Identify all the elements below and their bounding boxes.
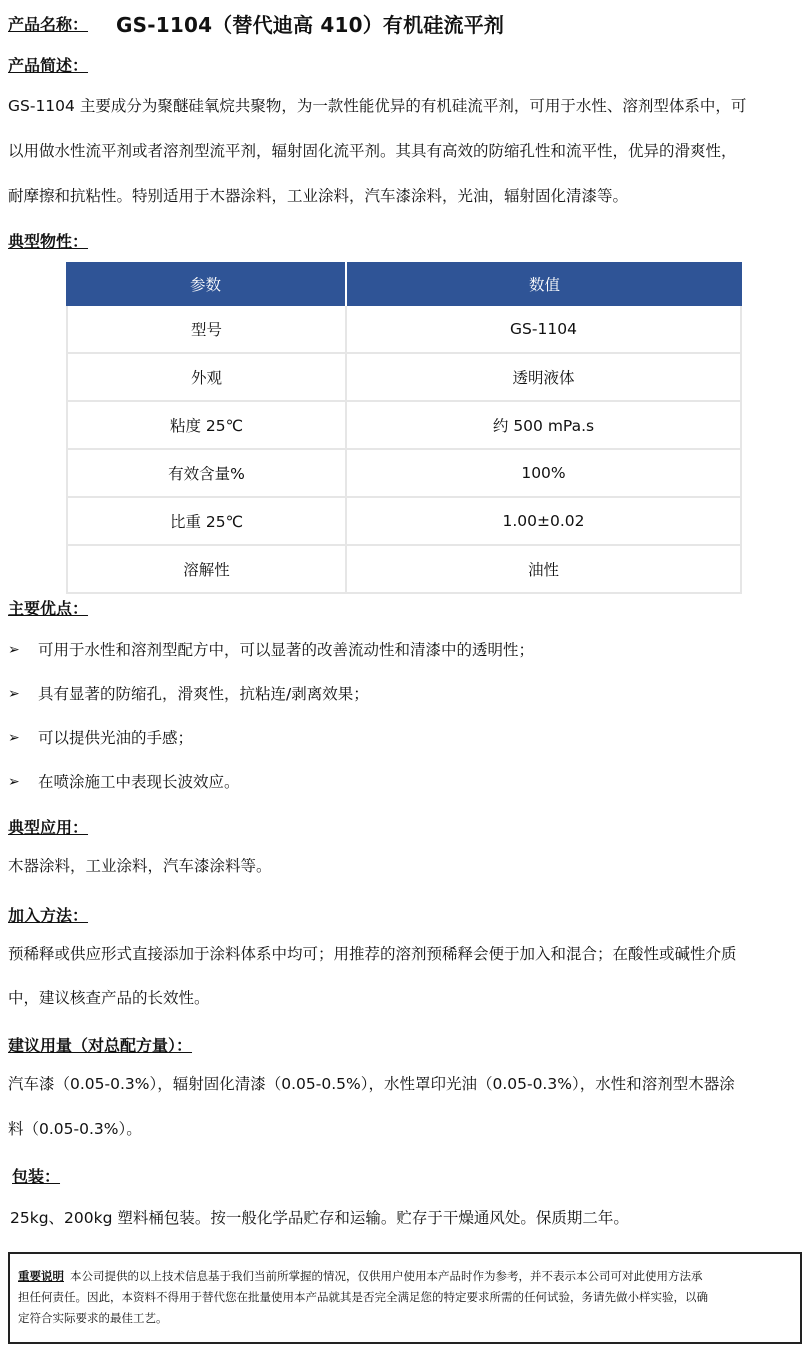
parameter-cell: 比重 25℃ xyxy=(66,498,347,546)
summary-line-2: 以用做水性流平剂或者溶剂型流平剂，辐射固化流平剂。其具有高效的防缩孔性和流平性，优异的滑爽性， xyxy=(8,142,737,160)
summary-line-1: GS-1104 主要成分为聚醚硅氧烷共聚物，为一款性能优异的有机硅流平剂，可用于水性、溶剂型体系中，可 xyxy=(8,97,747,115)
table-row xyxy=(66,498,742,546)
important-notice xyxy=(8,1252,802,1344)
product-name: GS-1104（替代迪高 410）有机硅流平剂 xyxy=(116,12,505,37)
packaging-text: 25kg、200kg 塑料桶包装。按一般化学品贮存和运输。贮存于干燥通风处。保质期二年。 xyxy=(10,1209,629,1227)
value-cell: 100% xyxy=(347,450,742,498)
arrow-bullet-icon: ➢ xyxy=(8,642,20,658)
table-row xyxy=(66,306,742,354)
notice-text: 本公司提供的以上技术信息基于我们当前所掌握的情况，仅供用户使用本产品时作为参考，并不表示本公司可对此使用方法承 xyxy=(70,1269,703,1283)
summary-line-3: 耐摩擦和抗粘性。特别适用于木器涂料，工业涂料，汽车漆涂料，光油，辐射固化清漆等。 xyxy=(8,187,629,205)
advantage-text: 在喷涂施工中表现长波效应。 xyxy=(38,773,240,791)
applications-text: 木器涂料，工业涂料，汽车漆涂料等。 xyxy=(8,857,272,875)
parameter-cell: 外观 xyxy=(66,354,347,402)
table-row xyxy=(66,402,742,450)
properties-table xyxy=(66,262,742,594)
dosage-line-2: 料（0.05-0.3%）。 xyxy=(8,1120,142,1138)
parameter-cell: 粘度 25℃ xyxy=(66,402,347,450)
value-cell: 1.00±0.02 xyxy=(347,498,742,546)
value-cell: 油性 xyxy=(347,546,742,594)
notice-label: 重要说明 xyxy=(18,1269,64,1283)
properties-heading: 典型物性： xyxy=(8,232,89,251)
column-header-parameter: 参数 xyxy=(66,262,347,306)
arrow-bullet-icon: ➢ xyxy=(8,686,20,702)
list-item xyxy=(8,628,534,672)
advantage-text: 可用于水性和溶剂型配方中，可以显著的改善流动性和清漆中的透明性； xyxy=(38,641,535,659)
method-line-1: 预稀释或供应形式直接添加于涂料体系中均可；用推荐的溶剂预稀释会便于加入和混合；在酸性或碱性介质 xyxy=(8,945,737,963)
method-heading: 加入方法： xyxy=(8,906,89,925)
advantage-text: 具有显著的防缩孔，滑爽性，抗粘连/剥离效果； xyxy=(38,685,369,703)
parameter-cell: 有效含量% xyxy=(66,450,347,498)
advantages-heading: 主要优点： xyxy=(8,599,89,618)
table-row xyxy=(66,450,742,498)
arrow-bullet-icon: ➢ xyxy=(8,774,20,790)
list-item xyxy=(8,672,534,716)
packaging-heading: 包装： xyxy=(12,1167,61,1186)
parameter-cell: 型号 xyxy=(66,306,347,354)
product-title xyxy=(8,8,504,38)
product-name-label: 产品名称： xyxy=(8,14,89,34)
list-item xyxy=(8,760,534,804)
parameter-cell: 溶解性 xyxy=(66,546,347,594)
table-row xyxy=(66,354,742,402)
notice-line-3: 定符合实际要求的最佳工艺。 xyxy=(18,1311,168,1325)
advantage-text: 可以提供光油的手感； xyxy=(38,729,194,747)
list-item xyxy=(8,716,534,760)
summary-heading: 产品简述： xyxy=(8,56,89,75)
advantages-list xyxy=(8,628,534,804)
applications-heading: 典型应用： xyxy=(8,818,89,837)
value-cell: GS-1104 xyxy=(347,306,742,354)
notice-line-1 xyxy=(18,1266,790,1287)
column-header-value: 数值 xyxy=(347,262,742,306)
dosage-line-1: 汽车漆（0.05-0.3%），辐射固化清漆（0.05-0.5%），水性罩印光油（0.05-0.3%），水性和溶剂型木器涂 xyxy=(8,1075,735,1093)
method-line-2: 中，建议核查产品的长效性。 xyxy=(8,989,210,1007)
table-header-row xyxy=(66,262,742,306)
dosage-heading: 建议用量（对总配方量）： xyxy=(8,1036,193,1055)
notice-line-2: 担任何责任。因此，本资料不得用于替代您在批量使用本产品就其是否完全满足您的特定要求所需的任何试验，务请先做小样实验，以确 xyxy=(18,1290,708,1304)
table-row xyxy=(66,546,742,594)
arrow-bullet-icon: ➢ xyxy=(8,730,20,746)
value-cell: 透明液体 xyxy=(347,354,742,402)
value-cell: 约 500 mPa.s xyxy=(347,402,742,450)
